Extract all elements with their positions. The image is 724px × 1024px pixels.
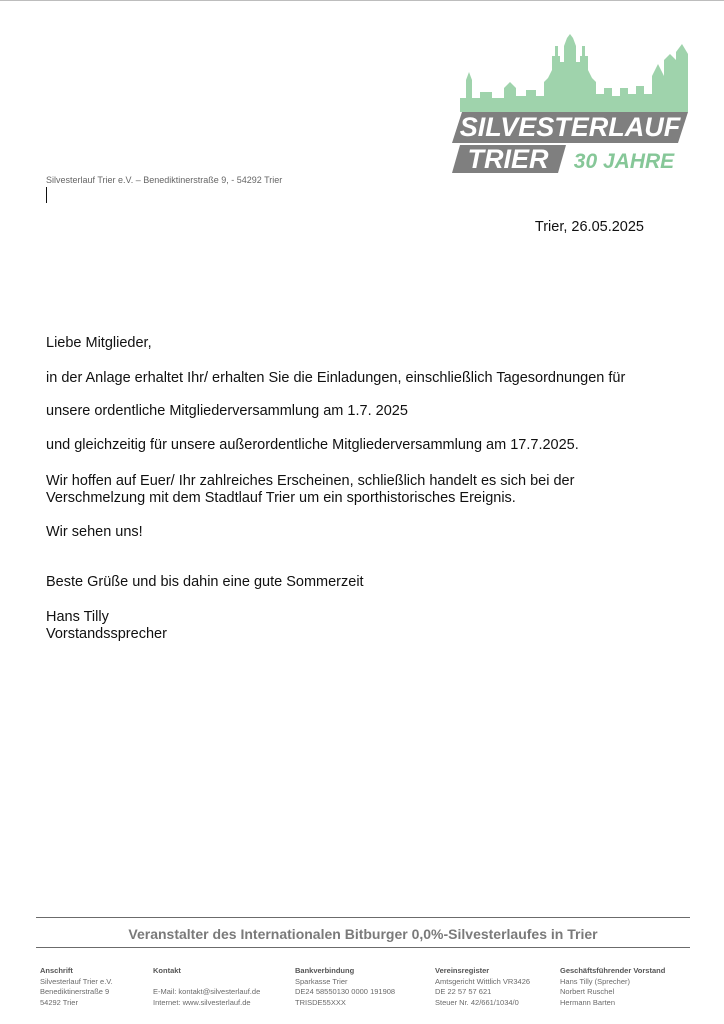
footer-line: 54292 Trier	[40, 997, 78, 1007]
footer-title: Veranstalter des Internationalen Bitburger 0,0%-Silvesterlaufes in Trier	[128, 926, 598, 942]
footer-line: Benediktinerstraße 9	[40, 987, 110, 996]
footer-website: Internet: www.silvesterlauf.de	[153, 997, 251, 1007]
paragraph-5: Wir sehen uns!	[46, 524, 143, 540]
footer-line: Steuer Nr. 42/661/1034/0	[435, 997, 519, 1007]
signature-name: Hans Tilly	[46, 609, 109, 625]
footer-heading: Vereinsregister	[435, 966, 490, 975]
paragraph-4-line-1: Wir hoffen auf Euer/ Ihr zahlreiches Erscheinen, schließlich handelt es sich bei der	[46, 473, 575, 489]
footer-column-register	[435, 966, 530, 1008]
footer-line: Hermann Barten	[560, 997, 616, 1007]
footer-heading: Bankverbindung	[295, 966, 355, 975]
footer-line: DE 22 57 57 621	[435, 987, 492, 996]
footer-column-board	[560, 966, 665, 1008]
footer-rule-bottom	[36, 947, 690, 948]
logo-line1: SILVESTERLAUF	[459, 112, 681, 142]
footer-line: Norbert Ruschel	[560, 987, 615, 996]
footer-heading: Anschrift	[40, 966, 73, 975]
footer-line: Sparkasse Trier	[295, 976, 348, 986]
signature-role: Vorstandssprecher	[46, 626, 167, 642]
footer-heading: Kontakt	[153, 966, 181, 975]
footer-line	[153, 977, 260, 988]
paragraph-2: unsere ordentliche Mitgliederversammlung am 1.7. 2025	[46, 403, 408, 419]
footer-email: E-Mail: kontakt@silvesterlauf.de	[153, 987, 261, 996]
footer-line: DE24 58550130 0000 191908	[295, 987, 396, 996]
logo-badge: 30 JAHRE	[573, 150, 675, 173]
closing-line: Beste Grüße und bis dahin eine gute Sommerzeit	[46, 574, 364, 590]
footer-line: Silvesterlauf Trier e.V.	[40, 976, 113, 986]
sender-address-line: Silvesterlauf Trier e.V. – Benediktinerstraße 9, - 54292 Trier	[46, 175, 283, 185]
logo-line2: TRIER	[467, 144, 549, 174]
footer-column-address	[40, 966, 113, 1008]
paragraph-3: und gleichzeitig für unsere außerordentliche Mitgliederversammlung am 17.7.2025.	[46, 437, 579, 453]
salutation: Liebe Mitglieder,	[46, 335, 152, 351]
paragraph-4-line-2: Verschmelzung mit dem Stadtlauf Trier um ein sporthistorisches Ereignis.	[46, 490, 516, 506]
footer-heading: Geschäftsführender Vorstand	[560, 966, 666, 975]
page-top-border	[0, 0, 724, 1]
paragraph-1: in der Anlage erhaltet Ihr/ erhalten Sie die Einladungen, einschließlich Tagesordnungen für	[46, 370, 626, 386]
footer-column-contact	[153, 966, 260, 1008]
text-cursor	[46, 187, 47, 203]
skyline-silhouette-icon	[460, 34, 688, 112]
footer-rule-top	[36, 917, 690, 918]
footer-line: Hans Tilly (Sprecher)	[560, 976, 631, 986]
letter-date: Trier, 26.05.2025	[534, 219, 644, 235]
footer-line: Amtsgericht Wittlich VR3426	[435, 976, 531, 986]
footer-line: TRISDE55XXX	[295, 997, 346, 1007]
footer-column-bank	[295, 966, 395, 1008]
silvesterlauf-logo	[452, 32, 692, 177]
